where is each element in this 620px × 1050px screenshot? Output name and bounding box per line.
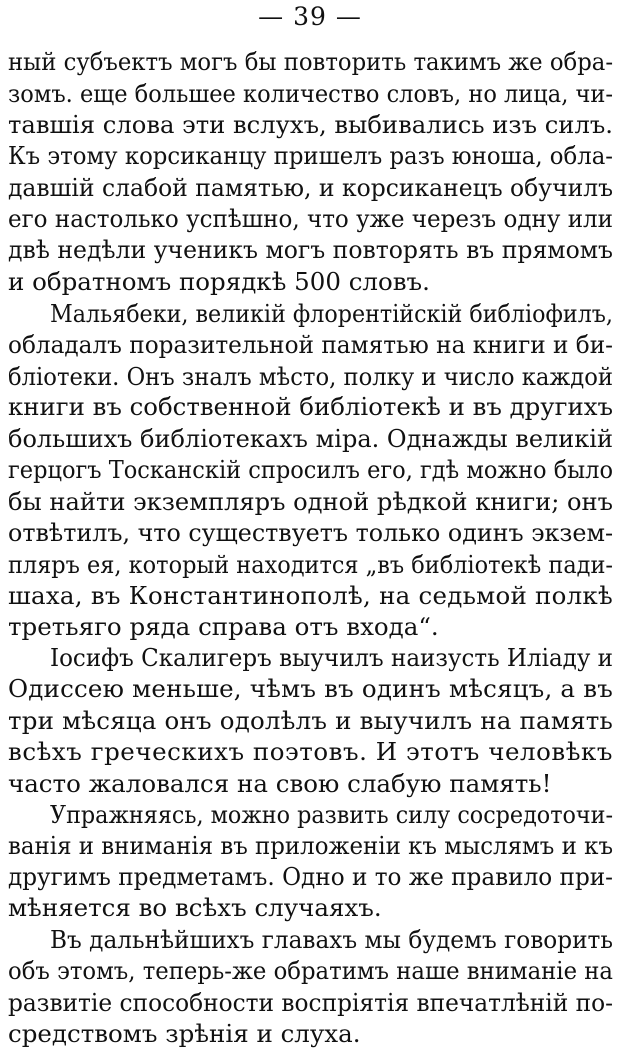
text-line: и обратномъ порядкѣ 500 словъ. [8,267,430,296]
text-line: давшій слабой памятью, и корсиканецъ обучилъ [8,173,613,202]
text-line: объ этомъ, теперь-же обратимъ наше вниманіе на [8,956,613,985]
text-line: книги въ собственной библіотекѣ и въ другихъ [8,392,613,421]
text-line: его настолько успѣшно, что уже черезъ одну или [8,204,613,233]
text-line: третьяго ряда справа отъ входа“. [8,612,439,641]
text-line: двѣ недѣли ученикъ могъ повторять въ прямомъ [8,235,613,264]
text-line: ный субъектъ могъ бы повторить такимъ же обра- [8,47,613,76]
text-line: мѣняется во всѣхъ случаяхъ. [8,893,382,922]
text-line: герцогъ Тосканскій спросилъ его, гдѣ можно было [8,455,613,484]
text-line: средствомъ зрѣнія и слуха. [8,1019,361,1048]
text-line: Одиссею меньше, чѣмъ въ одинъ мѣсяцъ, а въ [8,674,613,703]
text-line: другимъ предметамъ. Одно и то же правило при- [8,862,613,891]
text-line: три мѣсяца онъ одолѣлъ и выучилъ на память [8,706,613,735]
text-line: Къ этому корсиканцу пришелъ разъ юноша, обла- [8,141,613,170]
text-line: Упражняясь, можно развить силу сосредоточи- [50,800,613,829]
text-line: всѣхъ греческихъ поэтовъ. И этотъ человѣкъ [8,737,613,766]
text-line: бы найти экземпляръ одной рѣдкой книги; онъ [8,487,613,516]
text-line: бліотеки. Онъ зналъ мѣсто, полку и число каждой [8,362,613,391]
text-line: развитіе способности воспріятія впечатлѣній по- [8,988,613,1017]
page-number: — 39 — [258,2,362,31]
text-line: пляръ ея, который находится „въ библіотекѣ пади- [8,550,613,579]
text-line: ванія и вниманія въ приложеніи къ мыслямъ и къ [8,831,613,860]
text-line: часто жаловался на свою слабую память! [8,769,552,798]
text-line: отвѣтилъ, что существуетъ только одинъ экзем- [8,518,613,547]
text-line: Іосифъ Скалигеръ выучилъ наизусть Иліаду и [50,643,613,672]
text-line: Въ дальнѣйшихъ главахъ мы будемъ говорить [50,925,613,954]
text-line: Мальябеки, великій флорентійскій библіофилъ, [50,299,613,328]
text-line: обладалъ поразительной памятью на книги и би- [8,330,613,359]
text-line: тавшія слова эти вслухъ, выбивались изъ силъ. [8,110,613,139]
text-line: большихъ библіотекахъ міра. Однажды великій [8,424,613,453]
text-line: зомъ. еще большее количество словъ, но лица, чи- [8,79,613,108]
text-line: шаха, въ Константинополѣ, на седьмой полкѣ [8,581,613,610]
